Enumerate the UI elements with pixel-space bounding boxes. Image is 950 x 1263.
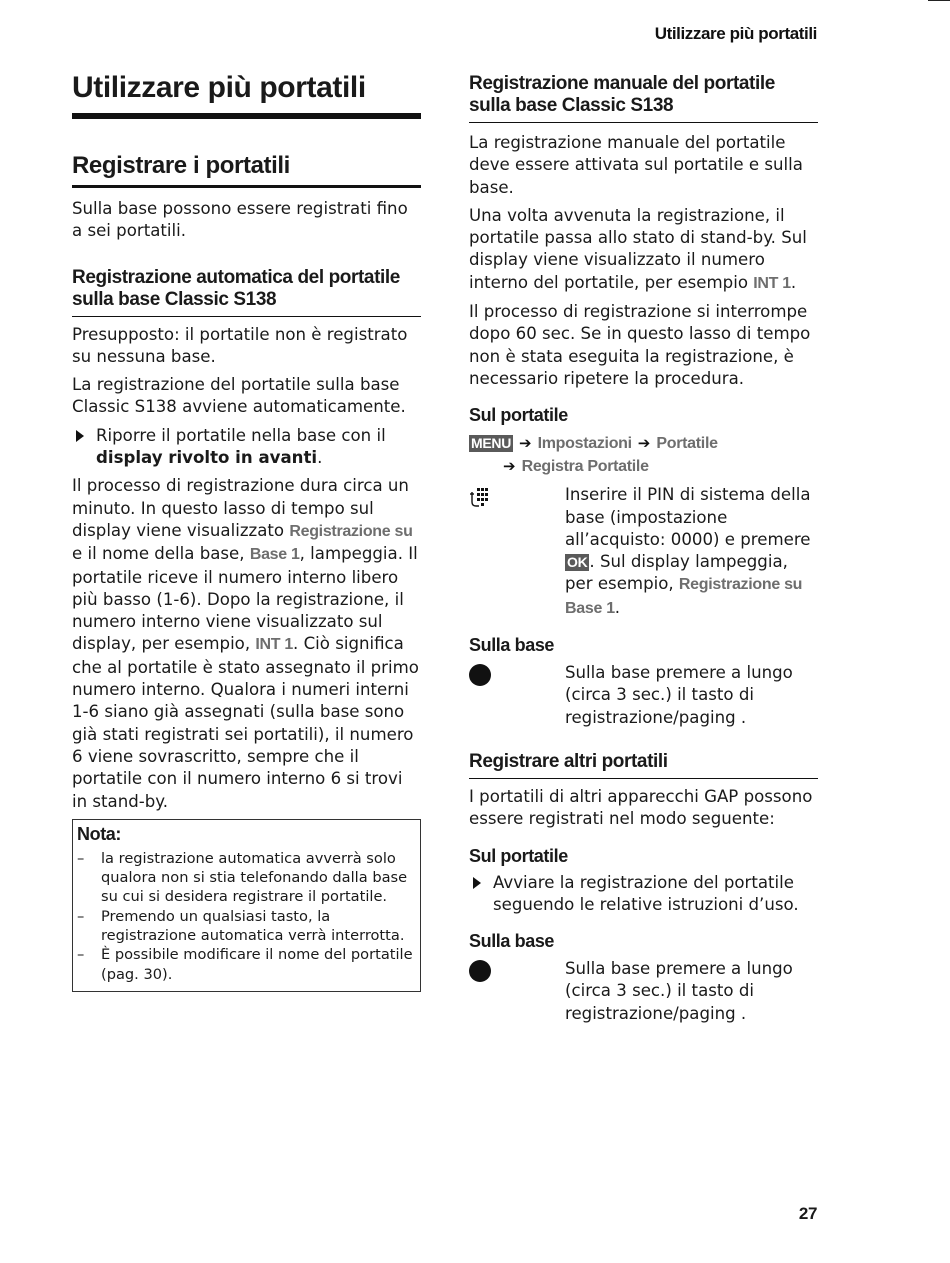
altri-paragraph: I portatili di altri apparecchi GAP possono essere registrati nel modo seguente: <box>469 786 813 829</box>
altri-base-instruction: Sulla base premere a lungo (circa 3 sec.) il tasto di registrazione/paging . <box>469 958 818 1025</box>
display-text-int: INT 1 <box>753 274 791 292</box>
page-title: Utilizzare più portatili <box>72 69 421 119</box>
display-text-registrazione: Registrazione su <box>289 522 413 540</box>
display-text-registrazione-base: Registrazione su Base 1 <box>565 576 803 617</box>
arrow-right-icon: ➔ <box>503 457 516 476</box>
bullet-avviare: Avviare la registrazione del portatile seguendo le relative istruzioni d’uso. <box>469 872 818 917</box>
auto-heading-line2: sulla base Classic S138 <box>72 288 277 310</box>
page-number: 27 <box>798 1204 817 1223</box>
menu-item-impostazioni: Impostazioni <box>537 435 632 453</box>
arrow-right-icon: ➔ <box>519 434 532 453</box>
manual-paragraph-1: La registrazione manuale del portatile deve essere attivata sul portatile e sulla base. <box>469 133 803 197</box>
bullet-triangle-icon <box>76 430 84 442</box>
auto-paragraph: La registrazione del portatile sulla base Classic S138 avviene automaticamente. <box>72 375 406 417</box>
note-item: – È possibile modificare il nome del portatile (pag. 30). <box>77 946 413 983</box>
manual-heading <box>469 73 818 123</box>
note-item: – la registrazione automatica avverrà solo qualora non si stia telefonando dalla base su cui si desidera registrare il portatile. <box>77 849 408 906</box>
pin-instruction: Inserire il PIN di sistema della base (impostazione all’acquisto: 0000) e premere OK . Sul display lampeggia, per esempio, Registrazione su Base 1. <box>469 484 818 620</box>
sulla-base-heading: Sulla base <box>469 635 555 656</box>
bullet-triangle-icon <box>473 877 481 889</box>
manual-heading-line1: Registrazione manuale del portatile <box>469 73 775 94</box>
bullet-riporre <box>72 425 421 470</box>
menu-softkey: MENU <box>471 435 512 452</box>
right-flow <box>469 73 818 1031</box>
running-head: Utilizzare più portatili <box>654 24 817 43</box>
note-item: – Premendo un qualsiasi tasto, la registrazione automatica verrà interrotta. <box>77 907 405 945</box>
left-flow <box>72 151 421 992</box>
ok-softkey: OK <box>567 554 588 571</box>
display-text-int: INT 1 <box>255 636 294 654</box>
registration-key-icon <box>469 960 491 982</box>
bullet-suffix: . <box>317 448 323 468</box>
auto-heading <box>72 267 421 317</box>
altri-heading: Registrare altri portatili <box>469 751 818 779</box>
presupposto-text: Presupposto: il portatile non è registrato su nessuna base. <box>72 324 408 366</box>
sul-portatile-heading: Sul portatile <box>469 405 568 426</box>
section-intro: Sulla base possono essere registrati fino a sei portatili. <box>72 199 408 241</box>
manual-paragraph-2: Una volta avvenuta la registrazione, il portatile passa allo stato di stand-by. Sul display viene visualizzato il numero interno del portatile, per esempio INT 1. <box>469 205 807 292</box>
auto-heading-line1: Registrazione automatica del portatile <box>72 266 400 288</box>
menu-item-portatile: Portatile <box>656 435 718 453</box>
note-title: Nota: <box>77 823 121 844</box>
altri-sulla-base-heading: Sulla base <box>469 931 555 952</box>
manual-paragraph-3: Il processo di registrazione si interrompe dopo 60 sec. Se in questo lasso di tempo non è stata eseguita la registrazione, è necessario ripetere la procedura. <box>469 302 811 388</box>
corner-crop-mark <box>928 0 950 1</box>
menu-path-line2 <box>469 455 818 478</box>
menu-item-registra-portatile: Registra Portatile <box>521 458 649 476</box>
arrow-right-icon: ➔ <box>637 434 651 453</box>
menu-path <box>469 432 818 455</box>
display-text-base: Base 1 <box>249 546 300 564</box>
note-box <box>72 819 421 992</box>
bullet-bold-text: display rivolto in avanti <box>96 448 318 468</box>
keypad-icon <box>469 486 489 513</box>
manual-heading-line2: sulla base Classic S138 <box>469 95 674 116</box>
process-paragraph: Il processo di registrazione dura circa un minuto. In questo lasso di tempo sul display viene visualizzato Registrazione su e il nome della base, Base 1, lampeggia. Il portatile riceve il numero interno libero più basso (1-6). Dopo la registrazione, il numero interno viene visualizzato sul display, per esempio, INT 1. Ciò significa che al portatile è stato assegnato il primo numero interno. Qualora i numeri interni 1-6 siano già assegnati (sulla base sono già stati registrati sei portatili), il numero 6 viene sovrascritto, sempre che il portatile con il numero interno 6 si trovi in stand-by. <box>72 476 419 811</box>
altri-sul-portatile-heading: Sul portatile <box>469 845 568 866</box>
registration-key-icon <box>469 664 491 686</box>
section-title-registrare: Registrare i portatili <box>72 151 421 188</box>
base-instruction: Sulla base premere a lungo (circa 3 sec.) il tasto di registrazione/paging . <box>469 662 818 729</box>
bullet-text: Riporre il portatile nella base con il <box>96 425 386 445</box>
